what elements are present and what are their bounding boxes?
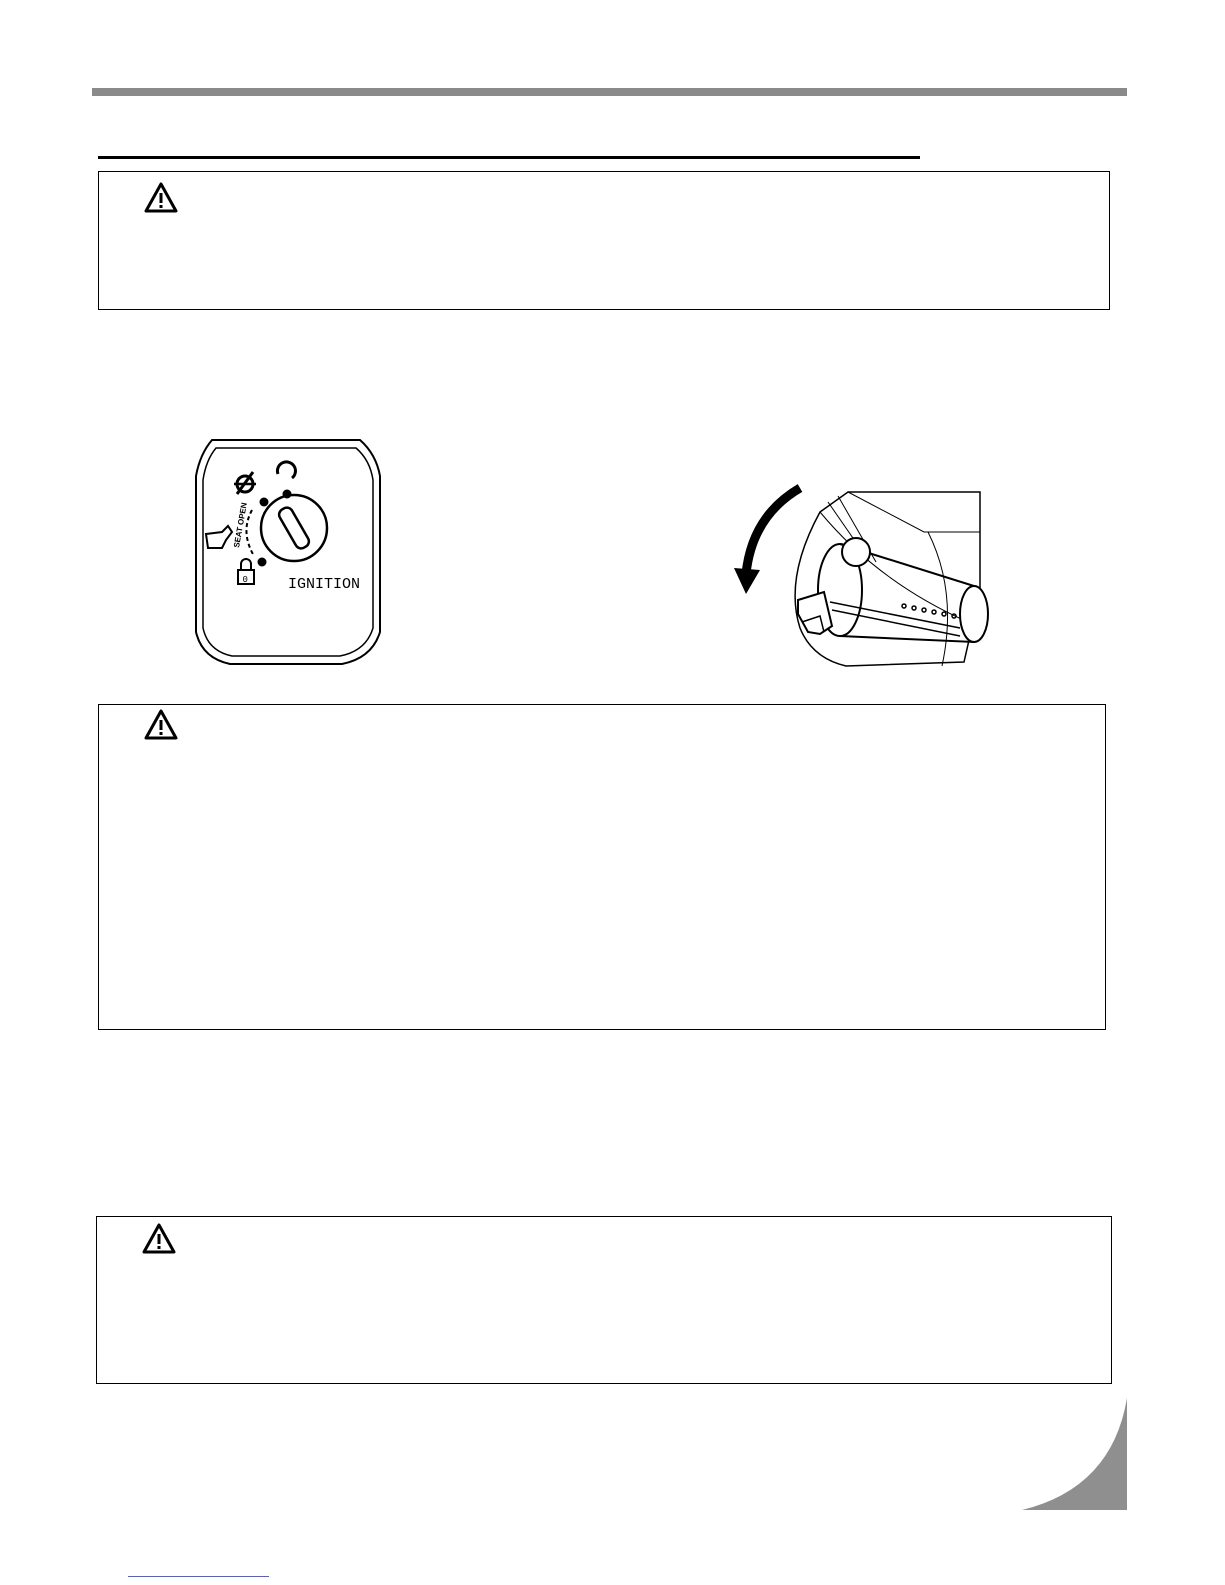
ignition-switch-illustration: [192, 436, 386, 668]
warning-triangle-icon: [142, 1223, 176, 1255]
footer-link-underline[interactable]: [128, 1576, 269, 1577]
throttle-grip-illustration: [728, 482, 1004, 678]
warning-triangle-icon: [144, 182, 178, 214]
lock-digit: 0: [242, 575, 248, 585]
warning-box-3: [96, 1216, 1112, 1384]
seat-open-label: SEAT OPEN: [232, 501, 249, 549]
section-title-underline: [98, 156, 920, 159]
ignition-label: IGNITION: [288, 576, 361, 593]
page-corner-tab: [1022, 1398, 1127, 1510]
warning-box-2: [98, 704, 1106, 1030]
warning-triangle-icon: [144, 709, 178, 741]
warning-box-1: [98, 171, 1110, 310]
header-bar: [92, 88, 1127, 96]
